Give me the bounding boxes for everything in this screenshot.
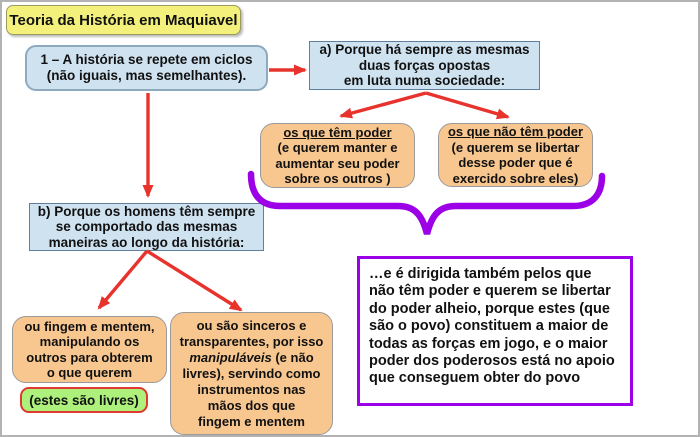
text-line: instrumentos nas xyxy=(197,381,306,397)
text-line: sobre os outros ) xyxy=(284,171,391,186)
text-line: b) Porque os homens têm sempre xyxy=(37,203,256,219)
text-line: fingem e mentem xyxy=(198,413,305,429)
node-reason-a-two-forces xyxy=(309,41,540,90)
badge-free-note xyxy=(20,387,148,413)
text-line xyxy=(189,350,313,366)
text-line: (e querem se libertar xyxy=(451,139,580,155)
badge-text: (estes são livres) xyxy=(29,392,139,408)
text-line: desse poder que é xyxy=(458,155,573,170)
arrow-reason-b-to-sincere xyxy=(147,251,241,310)
text-line: (e querem manter e xyxy=(277,140,398,155)
text-line: aumentar seu poder xyxy=(275,155,400,171)
conclusion-text: …e é dirigida também pelos que não têm poder e querem se libertar do poder alheio, porque estes (que são o povo) constituem a maior de todas as forças em jogo, e o maior poder dos poderosos está no apoio que conseguem obter do povo xyxy=(369,266,615,387)
node-those-without-power xyxy=(438,123,593,187)
text-line: se comportado das mesmas xyxy=(55,219,238,235)
text-line: 1 – A história se repete em ciclos xyxy=(40,52,253,67)
text-line: duas forças opostas xyxy=(358,57,491,73)
text-line: maneiras ao longo da história: xyxy=(48,234,245,250)
text-italic: manipuláveis xyxy=(189,349,272,365)
node-those-with-power xyxy=(260,123,415,188)
text-line: livres), servindo como xyxy=(182,365,321,381)
arrow-reason-b-to-pretenders xyxy=(99,251,147,308)
text-line: manipulando os xyxy=(39,334,140,349)
node-sincere-manipulable xyxy=(170,312,333,435)
node-reason-b-same-behavior xyxy=(29,203,264,251)
text-line: em luta numa sociedade: xyxy=(343,73,506,89)
text-line: outros para obterem xyxy=(26,349,153,365)
text-rest: (e não xyxy=(271,349,314,365)
node-heading: os que têm poder xyxy=(283,124,392,140)
text-line: o que querem xyxy=(46,365,133,380)
node-pretenders xyxy=(12,316,167,383)
text-line: ou fingem e mentem, xyxy=(24,318,155,334)
text-line: a) Porque há sempre as mesmas xyxy=(319,42,530,58)
text-line: ou são sinceros e xyxy=(196,317,307,333)
node-conclusion xyxy=(357,256,633,406)
node-history-cycles xyxy=(25,45,268,91)
node-heading: os que não têm poder xyxy=(447,124,584,139)
arrow-reason-a-to-have-power xyxy=(341,93,426,116)
text-line: exercido sobre eles) xyxy=(452,170,579,186)
title-text: Teoria da História em Maquiavel xyxy=(9,11,238,29)
text-line: transparentes, por isso xyxy=(179,333,324,349)
text-line: (não iguais, mas semelhantes). xyxy=(46,68,247,83)
text-line: mãos dos que xyxy=(207,397,296,413)
page-title xyxy=(6,5,241,35)
arrow-reason-a-to-no-power xyxy=(426,93,508,117)
